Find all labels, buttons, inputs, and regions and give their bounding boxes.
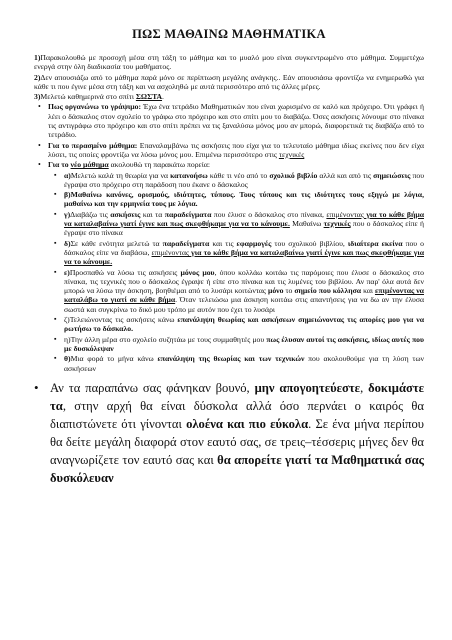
bullet-new-lead: Για το: [48, 160, 71, 170]
step-e-text-2: , όπου κολλάω κοιτάω τις παρόμοιες που έλυσε ο δάσκαλος στο πίνακα, τις τεχνικές που ο δάσκαλος έγραψε ή είπε στο πίνακα και τις λυμένες του βιβλίου. Αν παρ' όλα αυτά δεν μπορώ να λύσω την άσκηση, βοηθιέμαι από το λυσάρι κοιτώντας: [64, 267, 425, 296]
intro-text-3: Μελετώ καθημερινά στο σπίτι: [40, 92, 136, 102]
bullet-previous-techniques: τεχνικές: [278, 149, 305, 159]
bullet-new-text: ακολουθώ τη παρακάτω πορεία:: [108, 160, 210, 170]
closing-dont-despair: μην απογοητεύεστε: [254, 380, 361, 395]
step-a-text-2: κάθε τι νέο από το: [207, 170, 270, 180]
step-c-text: Διαβάζω τις: [70, 209, 111, 219]
bullet-new-lesson-emphasis: νέο μάθημα: [70, 160, 109, 170]
step-e-text-5: . Όταν τελειώσω μια άσκηση κοιτάω στις απαντήσεις για να δω αν την έλυσα σωστά και συγκρίνω το δικό μου τρόπο με αυτόν που έχει το λυσάρι: [64, 295, 425, 314]
step-c-exercises: ασκήσεις: [110, 209, 141, 219]
closing-wonder: θα απορείτε γιατί τα Μαθηματικά σας δυσκόλευαν: [50, 452, 424, 485]
step-e-understand-why: επιμένοντας να καταλάβω το γιατί σε κάθε βήμα: [64, 286, 424, 305]
step-h-text: Μια φορά το μήνα κάνω: [70, 354, 158, 364]
study-bullets: [34, 102, 424, 372]
bullet-previous-lesson: [48, 141, 424, 160]
bullet-writing-lead: Πως οργανώνω το γράψιμο:: [48, 102, 142, 112]
step-d-examples: παραδείγματα: [162, 238, 210, 248]
intro-paragraph-1: [34, 53, 424, 72]
step-c-text-5: που ο δάσκαλος είπε ή έγραψε στο πίνακα: [64, 219, 425, 238]
step-c-text-4: Μαθαίνω: [289, 219, 324, 229]
step-c-text-3: που έλυσε ο δάσκαλος στο πίνακα,: [211, 209, 327, 219]
step-e-text: Προσπαθώ να λύσω τις ασκήσεις: [69, 267, 181, 277]
step-d-applications: εφαρμογές: [236, 238, 272, 248]
step-c-insisting: επιμένοντας: [326, 209, 367, 219]
step-g-text: η)Την άλλη μέρα στο σχολείο συζητάω με τους συμμαθητές μου: [64, 334, 267, 344]
bullet-previous-text: Επαναλαμβάνω τις ασκήσεις που είχα για το τελευταίο μάθημα ιδίως εκείνες που δεν είχα λύσει, τις οποίες φροντίζω να λύσω μόνος μου. Επιμένω περισσότερο στις: [48, 140, 424, 159]
step-h-text-2: που ακολουθούμε για τη λύση των ασκήσεων: [64, 354, 424, 373]
intro-section: [34, 53, 424, 101]
step-f-text: ζ)Τελειώνοντας τις ασκήσεις κάνω: [64, 315, 178, 325]
step-h-monthly-review: επανάληψη της θεωρίας και των τεχνικών: [157, 354, 305, 364]
step-c: [64, 210, 424, 238]
step-c-every-step: για το κάθε βήμα να καταλαβαίνω γιατί έγινε και πως σκεφθήκαμε για να το κάνουμε.: [64, 209, 424, 229]
step-d: [64, 239, 424, 267]
step-e-label: ε): [64, 267, 70, 277]
step-c-text-2: και τα: [140, 209, 165, 219]
step-d-label: δ): [64, 238, 71, 248]
step-d-text-3: του σχολικού βιβλίου,: [271, 238, 348, 248]
intro-text-2: Δεν απουσιάζω από το μάθημα παρά μόνο σε περίπτωση μεγάλης ανάγκης.. Εάν απουσιάσω φροντίζω να ενημερωθώ για κάθε τι που έγινε μέσα στη τάξη και να ασχοληθώ με αυτά περισσότερο από τις άλλες μέρες.: [34, 72, 424, 91]
step-g: [64, 335, 424, 354]
closing-paragraph: [34, 379, 424, 487]
step-d-every-step: για το κάθε βήμα να καταλαβαίνω γιατί έγινε και πως σκεφθήκαμε για να το κάνουμε.: [64, 247, 425, 267]
step-h: [64, 354, 424, 373]
step-f: [64, 315, 424, 334]
closing-easier: ολοένα και πιο εύκολα: [186, 416, 309, 431]
intro-text-1: Παρακολουθώ με προσοχή μέσα στη τάξη το μάθημα και το μυαλό μου είναι συγκεντρωμένο στο μάθημα. Συμμετέχω ενεργά στην όλη διαδικασία του μαθήματος.: [34, 53, 424, 72]
step-e: [64, 268, 424, 314]
step-a-understand: κατανοήσω: [170, 170, 208, 180]
step-c-examples: παραδείγματα: [164, 209, 212, 219]
step-a: [64, 171, 424, 190]
intro-paragraph-2: [34, 73, 424, 92]
step-c-techniques: τεχνικές: [323, 219, 351, 229]
step-d-text-4: που ο δάσκαλος είπε να διαβάσω,: [64, 238, 425, 257]
step-a-notes: σημειώσεις: [373, 170, 411, 180]
bullet-writing: [48, 102, 424, 139]
step-b: [64, 190, 424, 209]
intro-text-3-end: .: [162, 92, 164, 102]
intro-number-1: 1): [34, 53, 41, 62]
closing-text-2: , στην αρχή θα είναι δύσκολα αλλά όσο περνάει ο καιρός θα διαπιστώνετε ότι γίνονται: [50, 398, 424, 431]
step-d-insisting: επιμένοντας: [151, 247, 192, 257]
step-h-label: θ): [64, 354, 71, 364]
step-d-text: Σε κάθε ενότητα μελετώ τα: [70, 238, 163, 248]
new-lesson-steps: [48, 171, 424, 373]
closing-text-3: . Σε ένα μήνα περίπου θα δείτε μεγάλη διαφορά στον εαυτό σας, σε τρεις–τέσσερις μήνες δεν θα αναγνωρίζετε τον εαυτό σας και: [50, 416, 424, 467]
step-f-review: επανάληψη θεωρίας και ασκήσεων σημειώνοντας τις απορίες μου για να ρωτήσω το δάσκαλο.: [64, 315, 424, 334]
step-d-especially: ιδιαίτερα εκείνα: [347, 238, 403, 248]
intro-number-2: 2): [34, 72, 41, 82]
closing-comma: ,: [360, 380, 369, 395]
step-d-text-2: και τις: [209, 238, 237, 248]
step-g-discuss: πως έλυσαν αυτοί τις ασκήσεις, ιδίως αυτές που με δυσκόλεψαν: [64, 334, 425, 353]
step-e-text-3: το: [283, 286, 295, 296]
page-title: ΠΩΣ ΜΑΘΑΙΝΩ ΜΑΘΗΜΑΤΙΚΑ: [132, 27, 326, 41]
step-e-stuck-point: σημείο που κόλλησα: [294, 286, 362, 296]
step-e-text-4: και: [361, 286, 375, 296]
step-b-text: β)Μαθαίνω κανόνες, ορισμούς, ιδιότητες, τύπους. Τους τύπους και τις ιδιότητες τους εξηγώ με λόγια, μαθαίνω και την ερμηνεία τους με λόγια.: [64, 190, 424, 209]
step-c-label: γ): [64, 209, 71, 219]
intro-paragraph-3: [34, 92, 424, 101]
step-a-label: α): [64, 170, 71, 180]
step-a-textbook: σχολικό βιβλίο: [269, 170, 318, 180]
step-e-alone: μόνος μου: [180, 267, 215, 277]
closing-try-them: δοκιμάστε τα: [50, 380, 425, 413]
intro-number-3: 3): [34, 92, 41, 102]
step-a-text: Μελετώ καλά τη θεωρία για να: [70, 170, 171, 180]
bullet-new-lesson: [48, 160, 424, 373]
step-a-text-4: που έγραψα στο πρόχειρο στη παράδοση που έκανε ο δάσκαλος: [64, 170, 424, 189]
step-a-text-3: αλλά και από τις: [317, 170, 374, 180]
step-e-only: μόνο: [267, 286, 284, 296]
intro-emphasis-correctly: ΣΩΣΤΑ: [135, 92, 163, 102]
bullet-writing-text: Έχω ένα τετράδιο Μαθηματικών που είναι χωρισμένο σε καλό και πρόχειρο. Ότι γράφει ή λέει ο δάσκαλος στον σχολείο το γράφω στο πρόχειρο και στο σπίτι μου το διαβάζω. Όσες ασκήσεις λύνουμε στο πίνακα τις αντιγράφω στο πρόχειρο και στο σπίτι πρέπει να τις ξαναλύσω μόνος μου αν μπορώ, διαφορετικά τις διαβάζω από το τετράδιο.: [48, 102, 424, 140]
bullet-previous-lead: Για το περασμένο μάθημα:: [48, 140, 138, 150]
closing-text-1: Αν τα παραπάνω σας φάνηκαν βουνό,: [50, 380, 255, 395]
